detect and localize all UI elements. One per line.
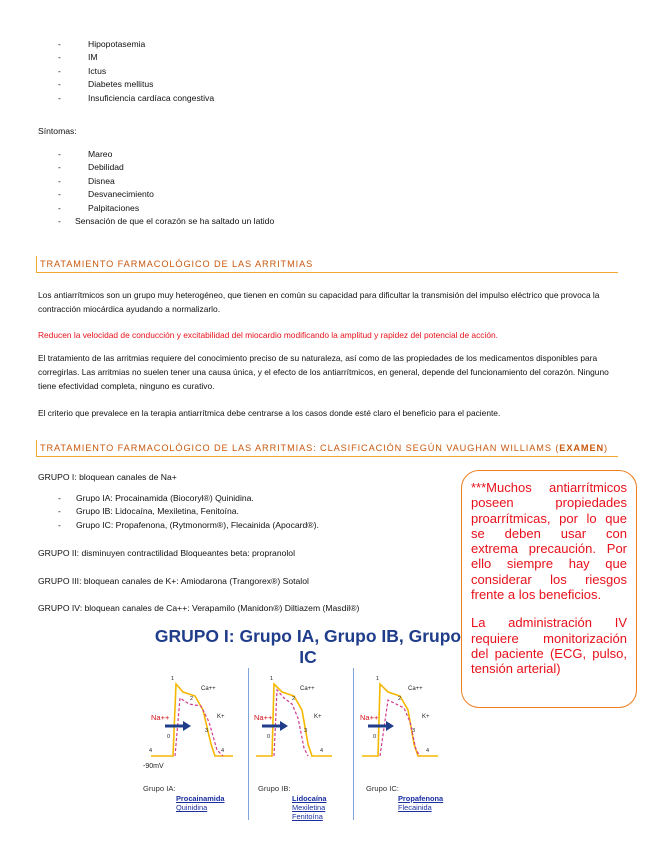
action-potential-chart — [143, 670, 243, 780]
action-potential-chart — [358, 670, 458, 780]
k-label: K+ — [314, 714, 322, 720]
phase-label: 4 — [149, 748, 153, 754]
drug-link[interactable]: Mexiletina — [292, 803, 326, 812]
figure-title: GRUPO I: Grupo IA, Grupo IB, Grupo IC — [154, 626, 462, 667]
action-potential-panel-ic — [358, 670, 453, 820]
phase-label: 0 — [167, 734, 171, 740]
phase-label: 1 — [270, 676, 274, 682]
phase-label: 3 — [205, 728, 209, 734]
phase-label: 3 — [412, 728, 416, 734]
grupo-i-text: GRUPO I: bloquean canales de Na+ — [38, 472, 177, 482]
k-label: K+ — [217, 714, 225, 720]
arrow-head-icon — [183, 721, 191, 731]
drug-link[interactable]: Fenitoína — [292, 812, 323, 821]
phase-label: 2 — [398, 696, 402, 702]
action-potential-panel-ia — [143, 670, 238, 820]
warning-note — [461, 470, 637, 708]
note-paragraph: ***Muchos antiarrítmicos poseen propiedades proarrítmicas, por lo que se deben usar con extrema precaución. Por ello siempre hay que considerar los riesgos frente a los beneficios. — [471, 480, 627, 603]
panel-caption: Grupo IB: — [258, 784, 291, 793]
panel-divider — [353, 668, 354, 820]
phase-label: 4 — [221, 748, 225, 754]
phase-label: 4 — [426, 748, 430, 754]
action-potential-chart — [252, 670, 352, 780]
arrow-head-icon — [280, 721, 288, 731]
phase-label: 3 — [304, 728, 308, 734]
phase-label: 4 — [320, 748, 324, 754]
panel-caption: Grupo IA: — [143, 784, 176, 793]
paragraph-intro: Los antiarrítmicos son un grupo muy heterogéneo, que tienen en común su capacidad para dificultar la transmisión del impulso eléctrico que provoca la contracción miocárdica ayudando a normalizarlo. — [38, 290, 600, 315]
phase-label: 0 — [373, 734, 377, 740]
drug-link[interactable]: Quinidina — [176, 803, 208, 812]
ca-label: Ca++ — [408, 686, 423, 692]
phase-label: 1 — [171, 676, 175, 682]
symptoms-heading: Síntomas: — [38, 126, 77, 136]
drug-curve — [274, 690, 308, 756]
mv-label: -90mV — [143, 763, 164, 770]
drug-link[interactable]: Propafenona — [398, 794, 444, 803]
phase-label: 2 — [190, 696, 194, 702]
grupo-ii-text: GRUPO II: disminuyen contractilidad Bloqueantes beta: propranolol — [38, 548, 295, 558]
drug-link[interactable]: Procainamida — [176, 794, 225, 803]
grupo-iii-text: GRUPO III: bloquean canales de K+: Amiodarona (Trangorex®) Sotalol — [38, 576, 309, 586]
na-label: Na++ — [151, 713, 170, 722]
ca-label: Ca++ — [201, 686, 216, 692]
action-potential-panel-ib — [252, 670, 347, 820]
grupo-iv-text: GRUPO IV: bloquean canales de Ca++: Verapamilo (Manidon®) Diltiazem (Masdil®) — [38, 603, 360, 613]
section-heading-treatment: TRATAMIENTO FARMACOLÓGICO DE LAS ARRITMIAS — [36, 256, 618, 273]
na-label: Na++ — [360, 713, 379, 722]
arrow-head-icon — [386, 721, 394, 731]
note-paragraph: La administración IV requiere monitorización del paciente (ECG, pulso, tensión arterial) — [471, 615, 627, 677]
na-label: Na++ — [254, 713, 273, 722]
panel-caption: Grupo IC: — [366, 784, 399, 793]
phase-label: 0 — [267, 734, 271, 740]
ca-label: Ca++ — [300, 686, 315, 692]
paragraph-criteria: El criterio que prevalece en la terapia antiarrítmica debe centrarse a los casos donde esté claro el beneficio para el paciente. — [38, 408, 501, 418]
drug-link[interactable]: Flecainida — [398, 803, 432, 812]
phase-label: 2 — [292, 696, 296, 702]
paragraph-highlight: Reducen la velocidad de conducción y excitabilidad del miocardio modificando la amplitud y rapidez del potencial de acción. — [38, 330, 498, 340]
drug-link[interactable]: Lidocaína — [292, 794, 327, 803]
panel-divider — [248, 668, 249, 820]
section-heading-classification: TRATAMIENTO FARMACOLÓGICO DE LAS ARRITMIAS: CLASIFICACIÓN SEGÚN VAUGHAN WILLIAMS (EXAMEN) — [36, 440, 618, 457]
paragraph-treatment: El tratamiento de las arritmias requiere del conocimiento preciso de su naturaleza, así como de las propiedades de los medicamentos disponibles para corregirlas. Las arritmias no suelen tener una causa única, y el efecto de los antiarrítmicos, en general, depende del funcionamiento del corazón. Ninguno tiene efectividad completa, ninguno es curativo. — [38, 353, 609, 392]
phase-label: 1 — [376, 676, 380, 682]
k-label: K+ — [422, 714, 430, 720]
